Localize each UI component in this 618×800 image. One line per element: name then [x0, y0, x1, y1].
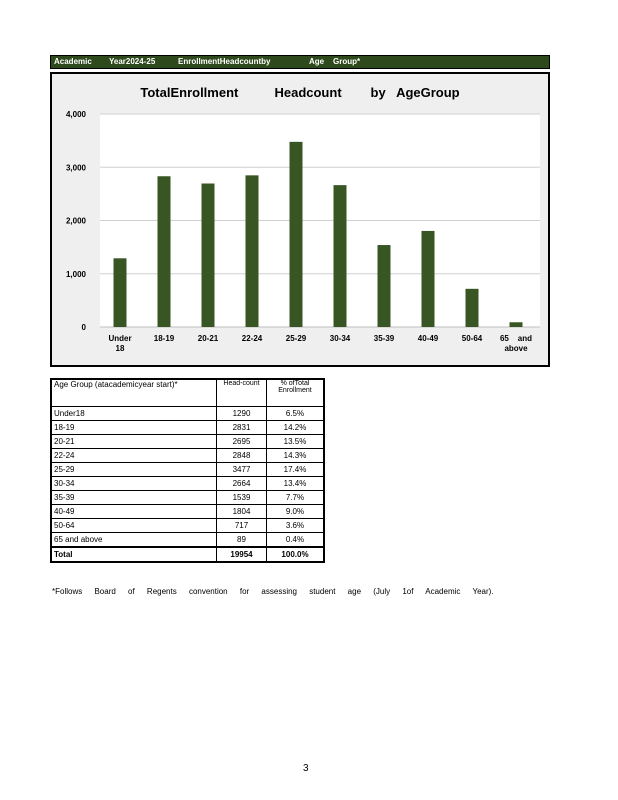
- table-row: [51, 435, 324, 449]
- cell-group: 22-24: [51, 449, 217, 463]
- table-header-row: [51, 379, 324, 407]
- cell-total-pct: 100.0%: [267, 547, 325, 562]
- bar: [378, 245, 391, 327]
- cell-total-count: 19954: [217, 547, 267, 562]
- cell-pct: 6.5%: [267, 407, 325, 421]
- x-tick-label: 40-49: [417, 334, 439, 343]
- enrollment-table: [50, 378, 325, 563]
- x-tick-label: 18-19: [153, 334, 175, 343]
- table-row: [51, 463, 324, 477]
- x-tick-label: Under 18: [108, 334, 132, 353]
- cell-count: 3477: [217, 463, 267, 477]
- cell-total-label: Total: [51, 547, 217, 562]
- cell-group: 35-39: [51, 491, 217, 505]
- y-tick-label: 2,000: [65, 216, 86, 226]
- cell-pct: 17.4%: [267, 463, 325, 477]
- header-enrollment: EnrollmentHeadcountby: [178, 57, 271, 66]
- table-row: [51, 533, 324, 548]
- table-row: [51, 421, 324, 435]
- cell-count: 1804: [217, 505, 267, 519]
- cell-count: 1290: [217, 407, 267, 421]
- bar: [466, 289, 479, 327]
- cell-count: 89: [217, 533, 267, 548]
- cell-pct: 3.6%: [267, 519, 325, 533]
- table-row: [51, 519, 324, 533]
- header-year: Year2024-25: [109, 57, 156, 66]
- cell-pct: 14.2%: [267, 421, 325, 435]
- header-age: Age: [309, 57, 325, 66]
- cell-pct: 13.5%: [267, 435, 325, 449]
- table-row: [51, 491, 324, 505]
- cell-count: 2848: [217, 449, 267, 463]
- x-tick-label: 35-39: [373, 334, 395, 343]
- x-tick-label: 50-64: [461, 334, 483, 343]
- cell-count: 717: [217, 519, 267, 533]
- x-tick-label: 30-34: [329, 334, 351, 343]
- cell-group: 40-49: [51, 505, 217, 519]
- cell-count: 2664: [217, 477, 267, 491]
- header-age-group: Age Group (atacademicyear start)*: [51, 379, 217, 407]
- cell-group: 25-29: [51, 463, 217, 477]
- x-tick-label: 20-21: [197, 334, 219, 343]
- cell-count: 2695: [217, 435, 267, 449]
- cell-group: 18-19: [51, 421, 217, 435]
- y-tick-label: 0: [81, 323, 86, 332]
- y-tick-label: 4,000: [65, 110, 86, 119]
- bar: [510, 322, 523, 327]
- bar: [246, 175, 259, 327]
- cell-group: 30-34: [51, 477, 217, 491]
- table-row: [51, 477, 324, 491]
- y-tick-label: 1,000: [65, 269, 86, 279]
- y-tick-label: 3,000: [65, 163, 86, 173]
- bar: [422, 231, 435, 327]
- cell-pct: 13.4%: [267, 477, 325, 491]
- page-number: 3: [303, 763, 309, 774]
- bar: [158, 176, 171, 327]
- x-tick-label: 25-29: [285, 334, 307, 343]
- cell-count: 2831: [217, 421, 267, 435]
- bar: [202, 183, 215, 327]
- chart-title: TotalEnrollment Headcount by AgeGroup: [140, 85, 460, 100]
- table-total-row: [51, 547, 324, 562]
- cell-pct: 14.3%: [267, 449, 325, 463]
- report-header-bar: [50, 55, 550, 69]
- x-tick-label: 22-24: [241, 334, 263, 343]
- enrollment-chart: [50, 72, 550, 367]
- x-tick-label: 65 and above: [499, 334, 533, 353]
- header-group: Group*: [333, 57, 361, 66]
- cell-group: Under18: [51, 407, 217, 421]
- header-headcount: Head-count: [217, 379, 267, 407]
- chart-canvas: [52, 74, 548, 365]
- cell-group: 20-21: [51, 435, 217, 449]
- table-row: [51, 449, 324, 463]
- footnote: *Follows Board of Regents convention for assessing student age (July 1of Academic Year).: [52, 587, 494, 596]
- cell-count: 1539: [217, 491, 267, 505]
- cell-group: 65 and above: [51, 533, 217, 548]
- bar: [114, 258, 127, 327]
- table-row: [51, 505, 324, 519]
- header-academic: Academic: [54, 57, 92, 66]
- bar: [290, 142, 303, 327]
- header-percent: % ofTotal Enrollment: [267, 379, 325, 407]
- cell-pct: 0.4%: [267, 533, 325, 548]
- cell-group: 50-64: [51, 519, 217, 533]
- table-row: [51, 407, 324, 421]
- cell-pct: 9.0%: [267, 505, 325, 519]
- cell-pct: 7.7%: [267, 491, 325, 505]
- bar: [334, 185, 347, 327]
